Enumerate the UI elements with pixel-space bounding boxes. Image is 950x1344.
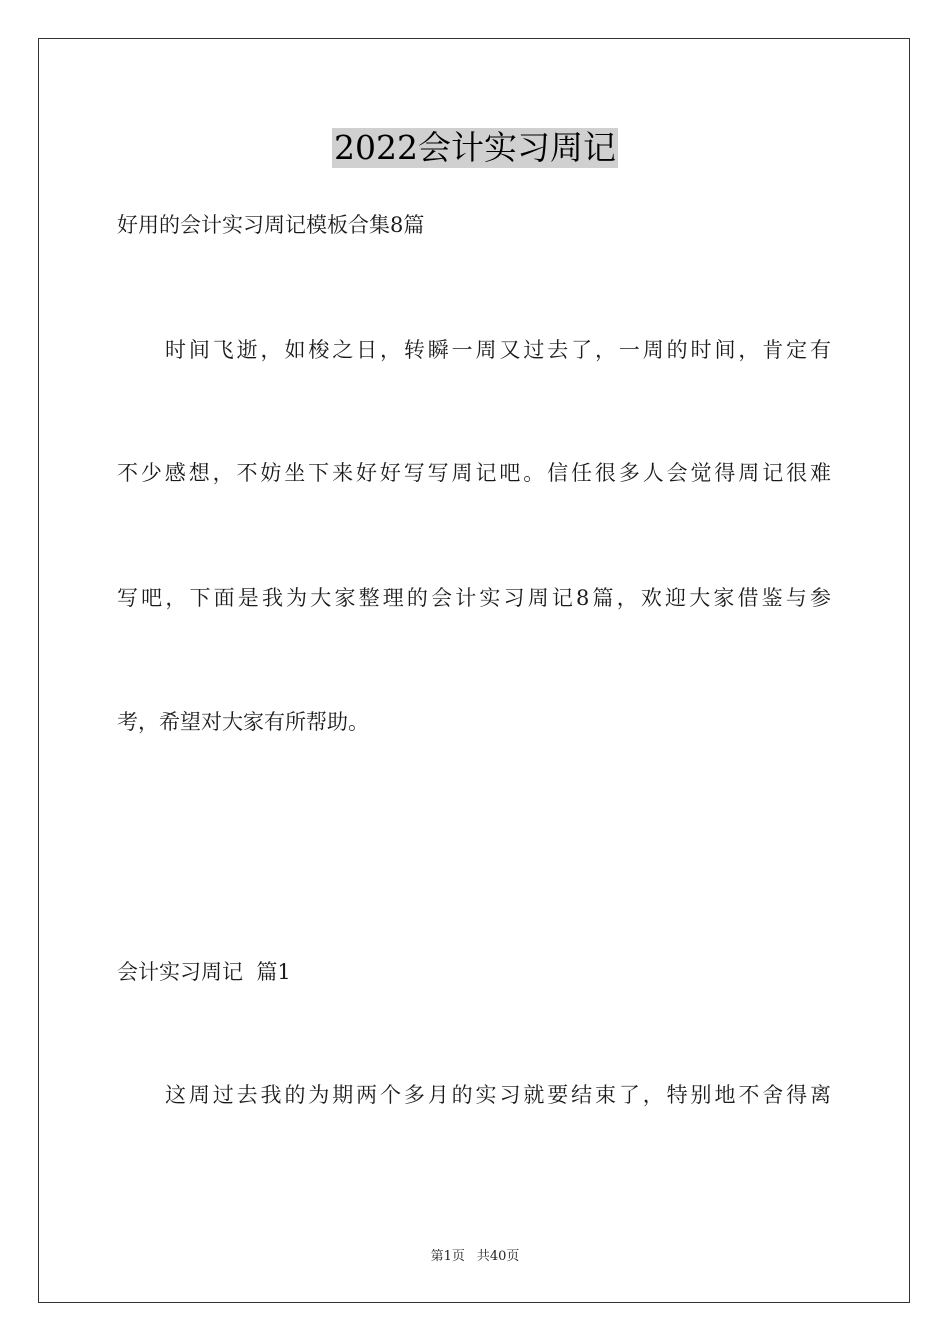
title-container (0, 128, 950, 168)
document-subtitle: 好用的会计实习周记模板合集8篇 (117, 213, 425, 237)
intro-line-1: 时间飞逝，如梭之日，转瞬一周又过去了，一周的时间，肯定有 (165, 338, 831, 362)
section1-line-1: 这周过去我的为期两个多月的实习就要结束了，特别地不舍得离 (165, 1083, 831, 1107)
intro-line-4: 考，希望对大家有所帮助。 (117, 710, 369, 734)
intro-line-2: 不少感想，不妨坐下来好好写写周记吧。信任很多人会觉得周记很难 (117, 461, 831, 485)
document-title: 2022会计实习周记 (334, 128, 616, 167)
page-total: 共40页 (476, 1249, 520, 1264)
section-heading-1: 会计实习周记 篇1 (117, 960, 291, 984)
intro-line-3: 写吧，下面是我为大家整理的会计实习周记8篇，欢迎大家借鉴与参 (117, 586, 831, 610)
page-footer (0, 1248, 950, 1266)
page-number: 第1页 (430, 1249, 465, 1264)
